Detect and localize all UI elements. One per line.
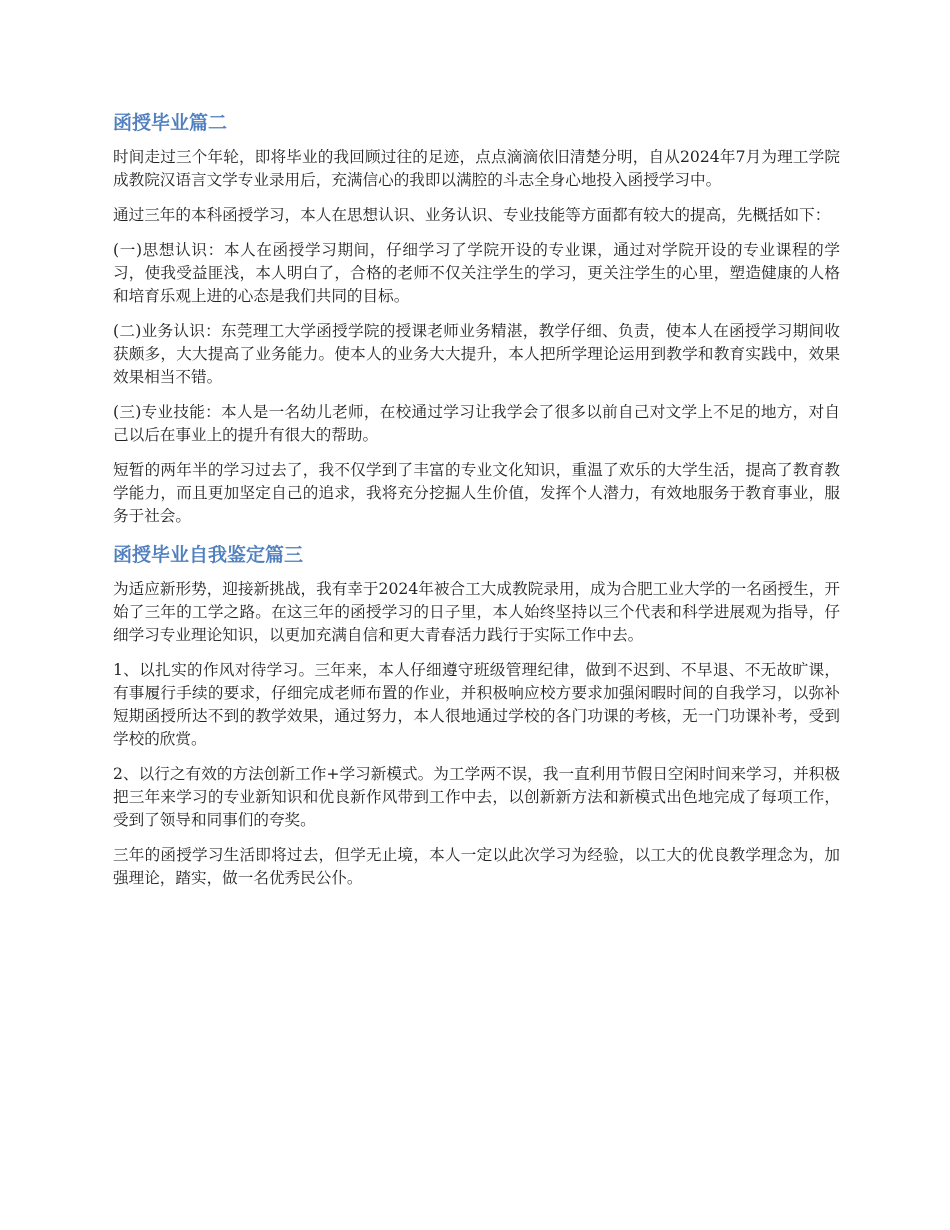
paragraph: (二)业务认识：东莞理工大学函授学院的授课老师业务精湛，教学仔细、负责，使本人在函授学习期间收获颇多，大大提高了业务能力。使本人的业务大大提升，本人把所学理论运用到教学和教育实践中，效果效果相当不错。 <box>113 322 840 386</box>
paragraph: 三年的函授学习生活即将过去，但学无止境，本人一定以此次学习为经验，以工大的优良教学理念为，加强理论，踏实，做一名优秀民公仆。 <box>113 846 840 887</box>
paragraph: 1、以扎实的作风对待学习。三年来，本人仔细遵守班级管理纪律，做到不迟到、不早退、不无故旷课，有事履行手续的要求，仔细完成老师布置的作业，并积极响应校方要求加强闲暇时间的自我学习，以弥补短期函授所达不到的教学效果，通过努力，本人很地通过学校的各门功课的考核，无一门功课补考，受到学校的欣赏。 <box>113 661 840 748</box>
section-title: 函授毕业篇二 <box>113 112 228 134</box>
section-3 <box>113 540 840 890</box>
paragraph: 通过三年的本科函授学习，本人在思想认识、业务认识、专业技能等方面都有较大的提高，先概括如下： <box>113 206 831 224</box>
paragraph: (一)思想认识：本人在函授学习期间，仔细学习了学院开设的专业课，通过对学院开设的专业课程的学习，使我受益匪浅，本人明白了，合格的老师不仅关注学生的学习，更关注学生的心里，塑造健康的人格和培育乐观上进的心态是我们共同的目标。 <box>113 241 840 305</box>
paragraph: 短暂的两年半的学习过去了，我不仅学到了丰富的专业文化知识，重温了欢乐的大学生活，提高了教育教学能力，而且更加坚定自己的追求，我将充分挖掘人生价值，发挥个人潜力，有效地服务于教育事业，服务于社会。 <box>113 461 840 525</box>
paragraph: 2、以行之有效的方法创新工作+学习新模式。为工学两不误，我一直利用节假日空闲时间来学习，并积极把三年来学习的专业新知识和优良新作风带到工作中去，以创新新方法和新模式出色地完成了每项工作，受到了领导和同事们的夸奖。 <box>113 765 840 829</box>
paragraph: (三)专业技能：本人是一名幼儿老师，在校通过学习让我学会了很多以前自己对文学上不足的地方，对自己以后在事业上的提升有很大的帮助。 <box>113 403 840 444</box>
document-page <box>113 108 840 902</box>
section-title: 函授毕业自我鉴定篇三 <box>113 544 304 566</box>
paragraph: 时间走过三个年轮，即将毕业的我回顾过往的足迹，点点滴滴依旧清楚分明，自从2024年7月为理工学院成教院汉语言文学专业录用后，充满信心的我即以满腔的斗志全身心地投入函授学习中。 <box>113 148 840 189</box>
paragraph: 为适应新形势，迎接新挑战，我有幸于2024年被合工大成教院录用，成为合肥工业大学的一名函授生，开始了三年的工学之路。在这三年的函授学习的日子里，本人始终坚持以三个代表和科学进展观为指导，仔细学习专业理论知识，以更加充满自信和更大青春活力践行于实际工作中去。 <box>113 580 840 644</box>
section-2 <box>113 108 840 528</box>
